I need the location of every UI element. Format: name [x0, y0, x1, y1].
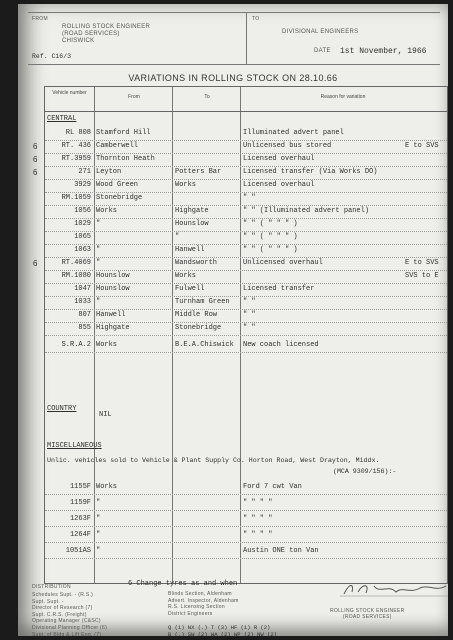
section-misc: MISCELLANEOUS: [47, 442, 102, 450]
from-cell: Camberwell: [96, 142, 139, 150]
to-cell: Hounslow: [175, 220, 209, 228]
vehicle-cell: 1063: [74, 246, 91, 254]
vehicle-cell: RL 808: [65, 129, 91, 137]
from-cell: Stamford Hill: [96, 129, 151, 137]
dist-item: Director of Research (7): [32, 605, 93, 612]
transfer-note-cell: SVS to E: [405, 272, 439, 280]
table-header-row: [45, 87, 447, 112]
from-label: FROM: [32, 16, 48, 22]
change-tyres-mark: 6: [33, 142, 38, 151]
date-value: 1st November, 1966: [340, 47, 427, 56]
vehicle-cell: 1047: [74, 285, 91, 293]
from-cell: Works: [96, 207, 118, 215]
signature-title: [330, 608, 405, 620]
vehicle-cell: RM.1080: [61, 272, 91, 280]
reason-cell: Unlicensed bus stored: [243, 142, 332, 150]
reason-cell: Licensed overhaul: [243, 155, 315, 163]
from-cell: ": [96, 515, 101, 523]
from-cell: Works: [96, 341, 118, 349]
header-divider: [246, 12, 247, 64]
from-cell: Wood Green: [96, 181, 139, 189]
misc-row: [45, 513, 447, 527]
to-cell: Stonebridge: [175, 324, 222, 332]
misc-row: [45, 481, 447, 495]
table-row: [33, 153, 447, 167]
dist-item: District Engineers: [168, 610, 213, 617]
change-tyres-mark: 6: [33, 168, 38, 177]
distribution-label: DISTRIBUTION: [32, 584, 71, 590]
table-row: [45, 205, 447, 219]
from-cell: ": [96, 531, 101, 539]
to-cell: B.E.A.Chiswick: [175, 341, 234, 349]
reason-cell: " " ( " " " ): [243, 220, 298, 228]
vehicle-cell: 1159F: [69, 499, 91, 507]
vehicle-cell: RT. 436: [61, 142, 91, 150]
distribution-list-left: [32, 592, 107, 636]
vehicle-cell: 271: [78, 168, 91, 176]
to-cell: Works: [175, 272, 197, 280]
from-line-2: (ROAD SERVICES): [62, 31, 120, 37]
table-row: [45, 270, 447, 284]
from-cell: ": [96, 547, 101, 555]
vehicle-cell: 1033: [74, 298, 91, 306]
dist-item: Operating Manager (C&SC): [32, 618, 101, 625]
vehicle-cell: 1029: [74, 220, 91, 228]
col-header-vehicle: Vehicle number: [52, 90, 87, 96]
transfer-note-cell: E to SVS: [405, 142, 439, 150]
misc-intro: Unlic. vehicles sold to Vehicle & Plant Supply Co. Horton Road, West Drayton, Middx.: [47, 457, 380, 464]
reason-cell: Unlicensed overhaul: [243, 259, 323, 267]
from-cell: Hanwell: [96, 311, 126, 319]
reason-cell: " " " ": [243, 531, 273, 539]
change-tyres-mark: 6: [33, 259, 38, 268]
col-header-from: From: [128, 94, 140, 100]
dist-item: Schedules Supt. - (R.S.): [32, 592, 94, 598]
table-row: [45, 283, 447, 297]
reason-cell: Licensed transfer (Via Works DO): [243, 168, 378, 176]
to-cell: Middle Row: [175, 311, 218, 319]
dist-item: Supt. of Bldg & Lift Eng. (7): [32, 631, 102, 636]
header-bottom-rule: [28, 64, 440, 65]
from-cell: ": [96, 499, 101, 507]
document-title: VARIATIONS IN ROLLING STOCK ON 28.10.66: [128, 73, 338, 83]
table-row: [45, 192, 447, 206]
reason-cell: Licensed transfer: [243, 285, 315, 293]
reason-cell: " " ( " " " ): [243, 246, 298, 254]
reason-cell: " " ( " " " ): [243, 233, 298, 241]
to-cell: Highgate: [175, 207, 209, 215]
table-row: [45, 179, 447, 193]
reason-cell: Ford 7 cwt Van: [243, 483, 302, 491]
reason-cell: " ": [243, 324, 256, 332]
misc-intro-ref: (MCA 9309/156):-: [333, 468, 397, 475]
vehicle-cell: 1264F: [69, 531, 91, 539]
table-row: [33, 140, 447, 154]
signature: [340, 580, 448, 598]
misc-row: [45, 497, 447, 511]
reason-cell: " " (Illuminated advert panel): [243, 207, 370, 215]
reason-cell: New coach licensed: [243, 341, 319, 349]
to-cell: Hanwell: [175, 246, 205, 254]
from-cell: Leyton: [96, 168, 122, 176]
table-row: [45, 127, 447, 141]
reason-cell: " " " ": [243, 515, 273, 523]
table-row: [45, 296, 447, 310]
reason-cell: " ": [243, 311, 256, 319]
to-cell: Turnham Green: [175, 298, 230, 306]
vehicle-cell: 1065: [74, 233, 91, 241]
to-label: TO: [252, 16, 260, 22]
from-cell: Hounslow: [96, 272, 130, 280]
from-cell: Works: [96, 483, 118, 491]
signature-title-line: ROLLING STOCK ENGINEER: [330, 608, 405, 614]
dist-item: Supt. Supt. -: [32, 598, 64, 605]
col-header-to: To: [204, 94, 210, 100]
table-row: [45, 218, 447, 232]
table-row: [45, 244, 447, 258]
vehicle-cell: S.R.A.2: [61, 341, 91, 349]
transfer-note-cell: E to SVS: [405, 259, 439, 267]
dist-item: Blinds Section, Aldenham: [168, 591, 232, 597]
misc-row: [45, 545, 447, 559]
header-top-rule: [28, 12, 440, 13]
vehicle-cell: 1051AS: [65, 547, 91, 555]
from-line-3: CHISWICK: [62, 38, 95, 44]
vehicle-cell: RT.4069: [61, 259, 91, 267]
from-cell: ": [96, 298, 101, 306]
codes-line-2: B (.) SW (2) WA (2) WP (2) NW (2): [168, 631, 277, 636]
vehicle-cell: RT.3959: [61, 155, 91, 163]
to-cell: ": [175, 233, 180, 241]
from-cell: ": [96, 259, 101, 267]
distribution-list-mid: [168, 591, 239, 617]
dist-item: R.S. Licensing Section: [168, 604, 225, 611]
table-row: [45, 309, 447, 323]
to-cell: Wandsworth: [175, 259, 218, 267]
dist-item: Supt. C.R.S. (Freight): [32, 611, 87, 618]
distribution-codes: [168, 624, 277, 636]
signature-sub-line: (ROAD SERVICES): [342, 614, 392, 620]
section-central: CENTRAL: [47, 115, 77, 123]
table-row: [45, 231, 447, 245]
country-nil: NIL: [99, 411, 112, 419]
reference-number: Ref. C16/3: [32, 53, 72, 60]
reason-cell: " ": [243, 298, 256, 306]
to-cell: Potters Bar: [175, 168, 222, 176]
dist-item: Advert. Inspector, Aldenham: [168, 597, 239, 604]
vehicle-cell: 1056: [74, 207, 91, 215]
vehicle-cell: 1155F: [69, 483, 91, 491]
vehicle-cell: 1263F: [69, 515, 91, 523]
table-row: [33, 166, 447, 180]
section-country: COUNTRY: [47, 405, 77, 413]
from-line-1: ROLLING STOCK ENGINEER: [62, 24, 151, 30]
variations-table: [33, 86, 448, 584]
from-cell: ": [96, 246, 101, 254]
tyre-note: 6 Change tyres as and when: [128, 580, 238, 588]
misc-row: [45, 529, 447, 543]
from-cell: Hounslow: [96, 285, 130, 293]
codes-line-1: Q (1) NX (.) T (3) HF (1) R (2): [168, 624, 271, 631]
table-row: [45, 322, 447, 336]
from-cell: Highgate: [96, 324, 130, 332]
reason-cell: Licensed overhaul: [243, 181, 315, 189]
col-header-reason: Reason for variation: [320, 94, 366, 100]
to-addressee: DIVISIONAL ENGINEERS: [282, 29, 359, 35]
vehicle-cell: 807: [78, 311, 91, 319]
reason-cell: Austin ONE ton Van: [243, 547, 319, 555]
change-tyres-mark: 6: [33, 155, 38, 164]
dist-item: Divisional Planning Officer (6): [32, 624, 108, 631]
from-cell: Thornton Heath: [96, 155, 155, 163]
reason-cell: " " " ": [243, 499, 273, 507]
vehicle-cell: 855: [78, 324, 91, 332]
to-cell: Works: [175, 181, 197, 189]
table-row-srna: [45, 339, 447, 353]
reason-cell: Illuminated advert panel: [243, 129, 344, 137]
reason-cell: " ": [243, 194, 256, 202]
memo-sheet: [18, 4, 448, 636]
date-label: DATE: [314, 48, 331, 54]
table-row: [33, 257, 447, 271]
from-cell: Stonebridge: [96, 194, 143, 202]
vehicle-cell: 3929: [74, 181, 91, 189]
to-cell: Fulwell: [175, 285, 205, 293]
vehicle-cell: RM.1059: [61, 194, 91, 202]
from-cell: ": [96, 220, 101, 228]
